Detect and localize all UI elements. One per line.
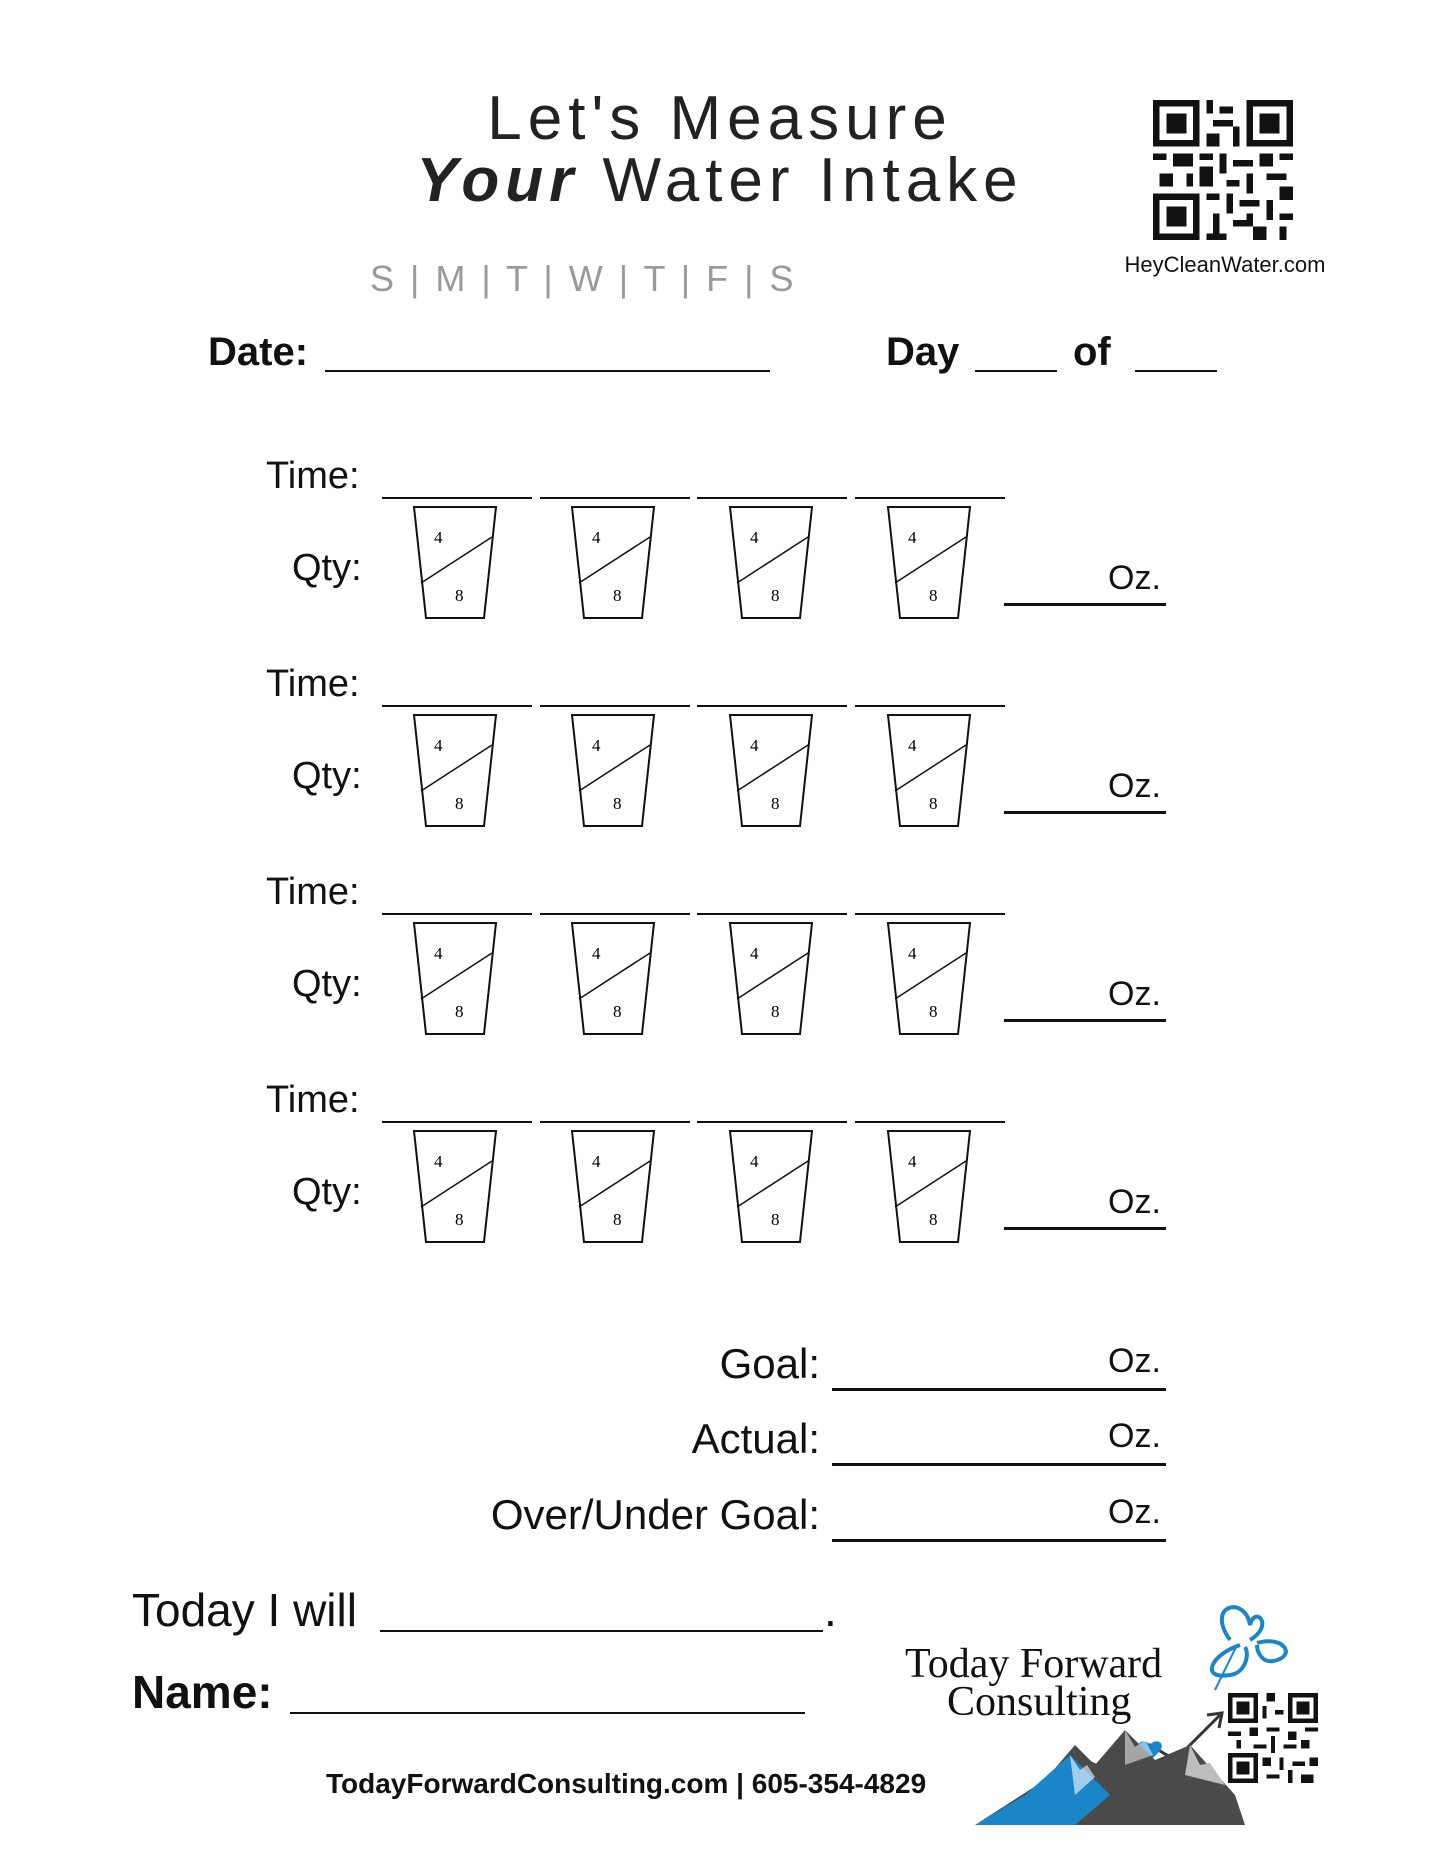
cup-mark-top: 4: [908, 1152, 917, 1171]
mountain-icon: [975, 1730, 1245, 1825]
cup-mark-top: 4: [908, 528, 917, 547]
weekday-selector: S | M | T | W | T | F | S: [370, 258, 797, 299]
name-label: Name:: [132, 1666, 273, 1718]
goal-oz-label: Oz.: [1108, 1342, 1161, 1380]
cup-icon[interactable]: [412, 505, 498, 626]
time-field[interactable]: [540, 705, 690, 707]
goal-label: Goal:: [719, 1340, 820, 1387]
time-field[interactable]: [697, 497, 847, 499]
date-label: Date:: [208, 330, 309, 374]
today-period: .: [824, 1584, 837, 1636]
over-under-field[interactable]: [832, 1539, 1166, 1542]
qty-label: Qty:: [292, 755, 362, 797]
time-field[interactable]: [382, 913, 532, 915]
cup-mark-bottom: 8: [771, 1002, 780, 1021]
time-field[interactable]: [382, 705, 532, 707]
brand-name: [905, 1641, 1163, 1725]
cup-icon[interactable]: [412, 1129, 498, 1250]
cup-mark-bottom: 8: [929, 1210, 938, 1229]
cup-mark-bottom: 8: [613, 586, 622, 605]
oz-total-field[interactable]: [1004, 1227, 1166, 1230]
cup-mark-top: 4: [750, 528, 759, 547]
cup-mark-top: 4: [434, 528, 443, 547]
time-label: Time:: [266, 455, 360, 497]
entry-block: [0, 663, 1445, 863]
entry-block: [0, 455, 1445, 655]
cup-mark-top: 4: [592, 944, 601, 963]
cup-mark-bottom: 8: [771, 586, 780, 605]
cup-mark-top: 4: [750, 944, 759, 963]
cup-mark-bottom: 8: [613, 1002, 622, 1021]
cup-mark-top: 4: [434, 1152, 443, 1171]
qty-label: Qty:: [292, 1171, 362, 1213]
oz-total-field[interactable]: [1004, 603, 1166, 606]
cup-mark-top: 4: [592, 736, 601, 755]
time-field[interactable]: [540, 1121, 690, 1123]
cup-mark-top: 4: [592, 528, 601, 547]
cup-icon[interactable]: [886, 921, 972, 1042]
cup-mark-top: 4: [750, 736, 759, 755]
cup-mark-bottom: 8: [455, 1002, 464, 1021]
time-field[interactable]: [855, 1121, 1005, 1123]
time-field[interactable]: [540, 497, 690, 499]
cup-mark-bottom: 8: [771, 794, 780, 813]
actual-label: Actual:: [691, 1415, 820, 1462]
butterfly-icon: [1212, 1607, 1286, 1690]
cup-mark-bottom: 8: [929, 586, 938, 605]
cup-icon[interactable]: [886, 713, 972, 834]
qty-label: Qty:: [292, 547, 362, 589]
of-label: of: [1073, 330, 1111, 374]
cup-icon[interactable]: [728, 921, 814, 1042]
cup-icon[interactable]: [570, 505, 656, 626]
cup-mark-bottom: 8: [613, 1210, 622, 1229]
cup-mark-bottom: 8: [929, 1002, 938, 1021]
time-field[interactable]: [697, 1121, 847, 1123]
footer-contact: TodayForwardConsulting.com | 605-354-4829: [326, 1768, 927, 1799]
cup-mark-bottom: 8: [771, 1210, 780, 1229]
cup-mark-top: 4: [908, 944, 917, 963]
cup-icon[interactable]: [570, 1129, 656, 1250]
oz-total-field[interactable]: [1004, 1019, 1166, 1022]
oz-label: Oz.: [1108, 767, 1161, 805]
today-field[interactable]: [380, 1630, 823, 1632]
title-emphasis: Your: [416, 146, 580, 215]
time-label: Time:: [266, 871, 360, 913]
over-under-label: Over/Under Goal:: [490, 1491, 820, 1538]
entry-block: [0, 1079, 1445, 1279]
cup-mark-top: 4: [434, 736, 443, 755]
actual-field[interactable]: [832, 1463, 1166, 1466]
cup-mark-bottom: 8: [929, 794, 938, 813]
cup-mark-top: 4: [908, 736, 917, 755]
cup-mark-top: 4: [434, 944, 443, 963]
title-line-2: [380, 146, 1060, 215]
time-field[interactable]: [697, 913, 847, 915]
oz-label: Oz.: [1108, 559, 1161, 597]
cup-mark-top: 4: [750, 1152, 759, 1171]
date-field[interactable]: [325, 370, 770, 372]
today-label: Today I will: [132, 1584, 357, 1636]
cup-icon[interactable]: [886, 505, 972, 626]
cup-mark-bottom: 8: [455, 1210, 464, 1229]
time-label: Time:: [266, 663, 360, 705]
cup-icon[interactable]: [728, 713, 814, 834]
cup-icon[interactable]: [412, 713, 498, 834]
goal-field[interactable]: [832, 1388, 1166, 1391]
entry-block: [0, 871, 1445, 1071]
cup-mark-bottom: 8: [613, 794, 622, 813]
cup-icon[interactable]: [886, 1129, 972, 1250]
name-field[interactable]: [290, 1712, 805, 1714]
actual-oz-label: Oz.: [1108, 1417, 1161, 1455]
oz-label: Oz.: [1108, 1183, 1161, 1221]
day-label: Day: [886, 330, 960, 374]
over-under-oz-label: Oz.: [1108, 1493, 1161, 1531]
cup-mark-bottom: 8: [455, 794, 464, 813]
cup-mark-bottom: 8: [455, 586, 464, 605]
day-total-field[interactable]: [1135, 370, 1217, 372]
qr-code-bottom: [1228, 1693, 1318, 1783]
time-field[interactable]: [697, 705, 847, 707]
time-field[interactable]: [855, 497, 1005, 499]
brand-line-1: Today Forward: [905, 1641, 1163, 1687]
time-field[interactable]: [855, 705, 1005, 707]
cup-icon[interactable]: [570, 713, 656, 834]
time-field[interactable]: [382, 1121, 532, 1123]
day-number-field[interactable]: [975, 370, 1057, 372]
qr-site-label: HeyCleanWater.com: [1124, 252, 1326, 277]
cup-icon[interactable]: [728, 1129, 814, 1250]
title-line-1: Let's Measure: [487, 84, 953, 153]
time-field[interactable]: [540, 913, 690, 915]
cup-icon[interactable]: [728, 505, 814, 626]
brand-line-2: Consulting: [947, 1679, 1132, 1725]
cup-mark-top: 4: [592, 1152, 601, 1171]
cup-icon[interactable]: [570, 921, 656, 1042]
qr-code-top: [1153, 100, 1293, 240]
title-rest: Water Intake: [579, 146, 1024, 215]
time-label: Time:: [266, 1079, 360, 1121]
oz-label: Oz.: [1108, 975, 1161, 1013]
cup-icon[interactable]: [412, 921, 498, 1042]
qty-label: Qty:: [292, 963, 362, 1005]
oz-total-field[interactable]: [1004, 811, 1166, 814]
time-field[interactable]: [382, 497, 532, 499]
time-field[interactable]: [855, 913, 1005, 915]
